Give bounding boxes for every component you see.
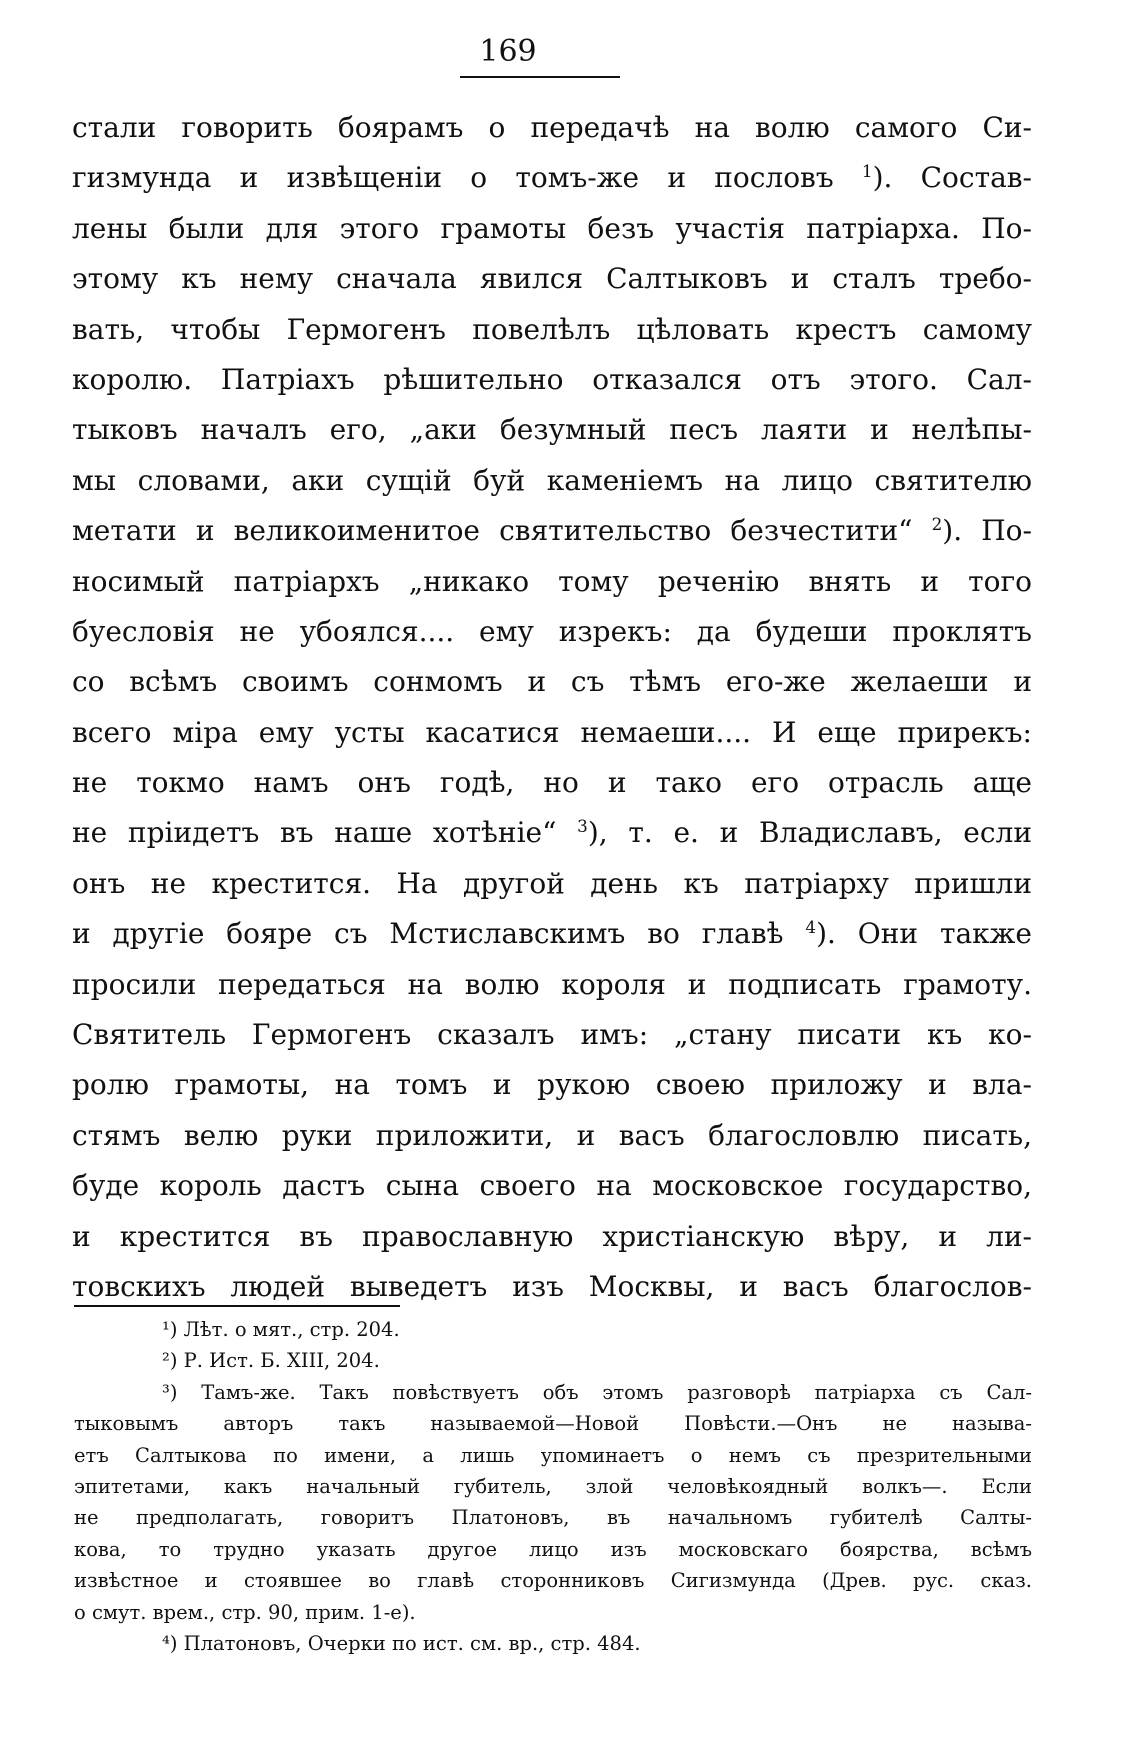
body-line-tail: ). По- [942,514,1032,548]
footnote-line: тыковымъ авторъ такъ называемой—Новой Повѣсти.—Онъ не называ- [74,1412,1032,1436]
body-line [72,405,1032,455]
body-line [72,808,1032,858]
body-line-text: Святитель Гермогенъ сказалъ имъ: „стану писати къ ко- [72,1018,1032,1052]
body-line [72,909,1032,959]
body-line-text: не токмо намъ онъ годѣ, но и тако его отрасль аще [72,766,1032,800]
body-line-text: этому къ нему сначала явился Салтыковъ и сталъ требо- [72,262,1032,296]
body-line [72,1212,1032,1262]
body-line-text: лены были для этого грамоты безъ участія патріарха. По- [72,211,1032,245]
body-line-text: стали говорить боярамъ о передачѣ на волю самого Си- [72,111,1032,144]
body-line-tail: ), т. е. и Владиславъ, если [587,816,1032,850]
footnote-line: ⁴) Платоновъ, Очерки по ист. см. вр., стр. 484. [162,1631,641,1655]
body-line [72,1010,1032,1060]
body-line-text: мы словами, аки сущій буй каменіемъ на лицо святителю [72,463,1032,497]
body-line-text: носимый патріархъ „никако тому реченію внять и того [72,564,1032,598]
body-line [72,758,1032,808]
footnote-line: извѣстное и стоявшее во главѣ сторонниковъ Сигизмунда (Древ. рус. сказ. [74,1569,1032,1593]
page-number: 169 [479,34,537,69]
body-line-text: стямъ велю руки приложити, и васъ благословлю писать, [72,1118,1032,1152]
footnote-line: кова, то трудно указать другое лицо изъ московскаго боярства, всѣмъ [74,1537,1032,1561]
footnote-line: эпитетами, какъ начальный губитель, злой человѣкоядный волкъ—. Если [74,1474,1032,1498]
body-line-text: гизмунда и извѣщеніи о томъ-же и пословъ [72,161,862,195]
body-line-text: буесловія не убоялся.... ему изрекъ: да будеши проклятъ [72,614,1032,648]
body-line-text: королю. Патріахъ рѣшительно отказался отъ этого. Сал- [72,362,1032,396]
footnote-line: ¹) Лѣт. о мят., стр. 204. [162,1318,400,1341]
body-line-text: вать, чтобы Гермогенъ повелѣлъ цѣловать крестъ самому [72,312,1032,346]
body-line [72,506,1032,556]
footnote-line: ²) Р. Ист. Б. XIII, 204. [162,1349,380,1373]
body-line [72,557,1032,607]
footnote-line: ³) Тамъ-же. Такъ повѣствуетъ объ этомъ разговорѣ патріарха съ Сал- [162,1380,1032,1404]
body-line [72,103,1032,153]
body-line-text: товскихъ людей выведетъ изъ Москвы, и васъ благослов- [72,1269,1032,1303]
body-line-text: онъ не крестится. На другой день къ патріарху пришли [72,866,1032,900]
body-line [72,355,1032,405]
body-line-text: буде король дастъ сына своего на московское государство, [72,1169,1032,1203]
body-line-tail: ). Состав- [872,161,1032,195]
main-text [72,103,1032,1312]
footnote-separator [74,1305,400,1307]
body-line-text: и крестится въ православную христіанскую вѣру, и ли- [72,1219,1032,1253]
footnotes [74,1314,1032,1659]
body-line [72,607,1032,657]
body-line [72,960,1032,1010]
body-line-text: ролю грамоты, на томъ и рукою своею приложу и вла- [72,1068,1032,1102]
header-rule [460,76,620,78]
body-line [72,153,1032,203]
footnote-line: о смут. врем., стр. 90, прим. 1-е). [74,1600,416,1624]
body-line [72,1111,1032,1161]
body-line [72,1161,1032,1211]
body-line-tail: ). Они также [816,917,1032,951]
body-line-text: и другіе бояре съ Мстиславскимъ во главѣ [72,917,806,951]
body-line-text: со всѣмъ своимъ сонмомъ и съ тѣмъ его-же желаеши и [72,665,1032,699]
body-line [72,657,1032,707]
body-line [72,1060,1032,1110]
body-line-text: просили передаться на волю короля и подписать грамоту. [72,967,1032,1001]
footnote-marker: 4 [805,917,817,938]
footnote-line: етъ Салтыкова по имени, а лишь упоминаетъ о немъ съ презрительными [74,1443,1032,1467]
body-line-text: тыковъ началъ его, „аки безумный песъ лаяти и нелѣпы- [72,413,1032,447]
footnote-line: не предполагать, говоритъ Платоновъ, въ начальномъ губителѣ Салты- [74,1506,1032,1530]
body-line [72,254,1032,304]
body-line-text: не пріидетъ въ наше хотѣніе“ [72,816,578,850]
footnote-marker: 3 [577,816,588,837]
body-line-text: всего міра ему усты касатися немаеши.... И еще прирекъ: [72,715,1032,749]
body-line [72,305,1032,355]
body-line-text: метати и великоименитое святительство безчестити“ [72,514,932,548]
body-line [72,708,1032,758]
footnote-marker: 1 [861,161,873,182]
body-line [72,204,1032,254]
footnote-marker: 2 [931,514,943,535]
body-line [72,456,1032,506]
body-line [72,859,1032,909]
